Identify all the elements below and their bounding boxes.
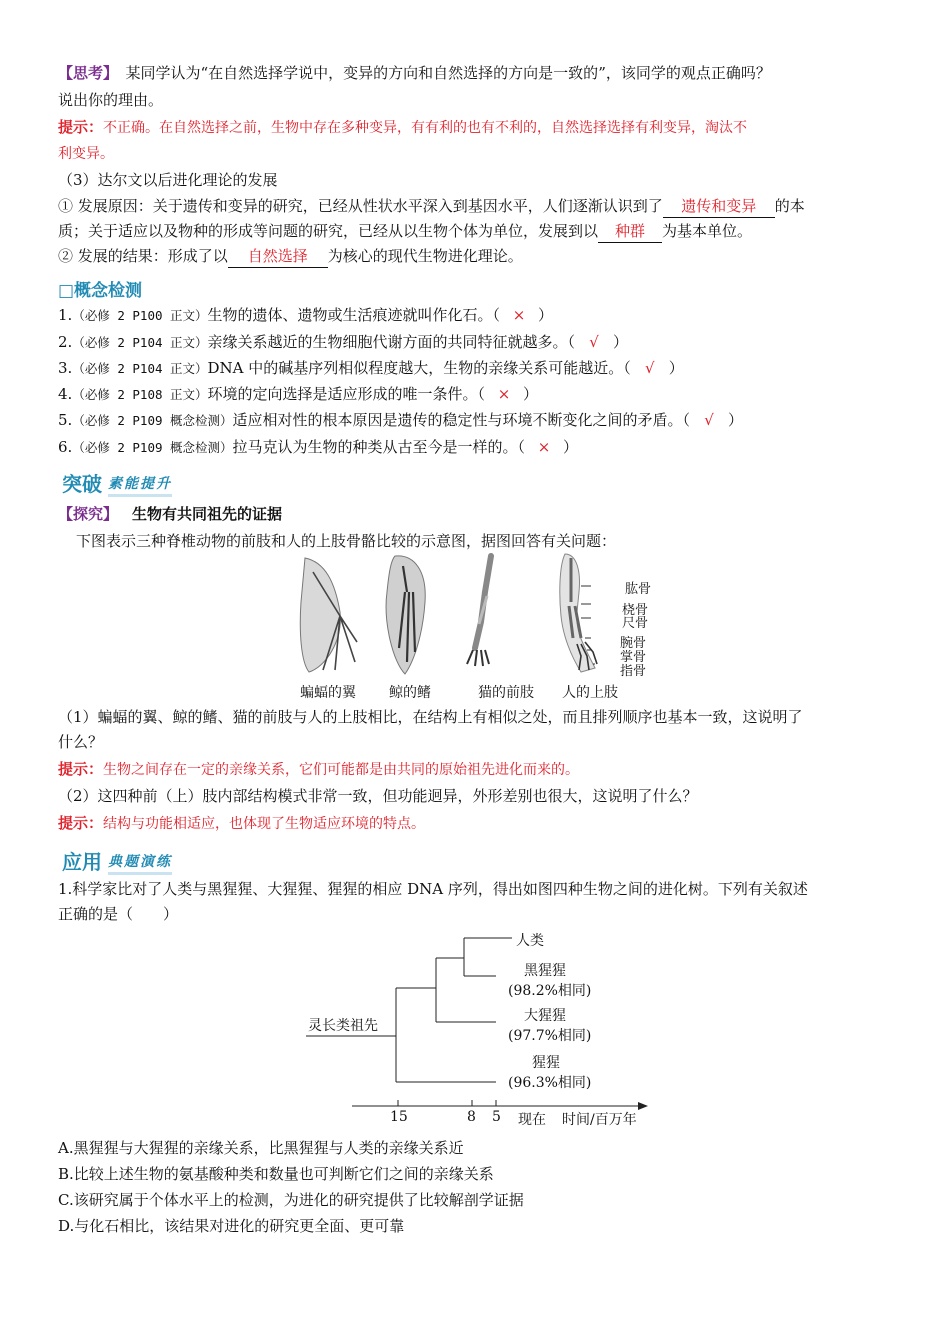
caption-bat: 蝙蝠的翼 [300, 685, 356, 701]
tree-root-label: 灵长类祖先 [308, 1018, 378, 1034]
tree-leaf-orangutan: 猩猩 [532, 1055, 560, 1071]
concept-item-number: 1. [58, 306, 73, 324]
darwin-line2 [58, 220, 752, 243]
explore-tag: 【探究】 [58, 505, 119, 523]
concept-item-end: ） [538, 306, 554, 324]
question-stem-line2: 正确的是（ ） [58, 905, 179, 923]
concept-item-mark: × [537, 438, 551, 456]
darwin-line3 [58, 245, 523, 268]
concept-item-text: 适应相对性的根本原因是遗传的稳定性与环境不断变化之间的矛盾。（ [232, 411, 691, 429]
concept-item-source: （必修 2 P108 正文） [72, 387, 208, 402]
tree-leaf-gorilla: 大猩猩 [524, 1008, 566, 1024]
tick-5: 5 [492, 1109, 501, 1125]
explore-a1-text: 生物之间存在一定的亲缘关系，它们可能都是由共同的原始祖先进化而来的。 [103, 762, 580, 778]
explore-q2: （2）这四种前（上）肢内部结构模式非常一致，但功能迥异，外形差别也很大，这说明了什么？ [58, 787, 698, 805]
cat-forelimb-drawing [467, 556, 491, 666]
concept-item-end: ） [668, 359, 684, 377]
bat-wing-drawing [300, 558, 357, 672]
tick-now: 现在 [518, 1112, 546, 1128]
explore-q1-line2: 什么？ [58, 733, 104, 751]
explore-intro: 下图表示三种脊椎动物的前肢和人的上肢骨骼比较的示意图，据图回答有关问题： [76, 532, 617, 550]
limb-bones-figure [295, 552, 675, 680]
concept-item-text: 拉马克认为生物的种类从古至今是一样的。（ [232, 438, 526, 456]
tree-leaf-chimp: 黑猩猩 [524, 963, 566, 979]
banner-small: 典题演练 [108, 851, 172, 875]
concept-item-mark: √ [645, 359, 655, 377]
darwin-line3-end: 为核心的现代生物进化理论。 [327, 247, 523, 265]
concept-item-source: （必修 2 P100 正文） [72, 308, 208, 323]
apply-banner [62, 846, 172, 875]
concept-item-mark: √ [589, 333, 599, 351]
concept-item [58, 409, 743, 432]
whale-fin-drawing [386, 556, 425, 674]
concept-item-number: 5. [58, 411, 73, 429]
darwin-line3-text: ② 发展的结果：形成了以 [58, 247, 228, 265]
concept-item-source: （必修 2 P109 概念检测） [72, 440, 233, 455]
concept-check-title: □概念检测 [58, 281, 143, 301]
concept-item-text: 环境的定向选择是适应形成的唯一条件。（ [207, 385, 486, 403]
think-question-line2: 说出你的理由。 [58, 91, 164, 109]
concept-item-number: 2. [58, 333, 73, 351]
human-arm-drawing [560, 554, 597, 672]
concept-item-source: （必修 2 P109 概念检测） [72, 413, 233, 428]
concept-item-source: （必修 2 P104 正文） [72, 335, 208, 350]
blank-population: 种群 [598, 220, 662, 243]
think-question-line1 [58, 62, 771, 84]
concept-item-text: 亲缘关系越近的生物细胞代谢方面的共同特征就越多。（ [207, 333, 576, 351]
hint-label: 提示： [58, 814, 104, 832]
label-radius: 桡骨 [622, 603, 649, 618]
explore-a2-text: 结构与功能相适应，也体现了生物适应环境的特点。 [103, 816, 426, 832]
think-question-text: 某同学认为“在自然选择学说中，变异的方向和自然选择的方向是一致的”，该同学的观点正确吗？ [110, 64, 771, 82]
caption-whale: 鲸的鳍 [389, 685, 431, 701]
tick-15: 15 [390, 1109, 408, 1125]
think-answer: 不正确。在自然选择之前，生物中存在多种变异，有有利的也有不利的，自然选择选择有利变异，淘汰不 [103, 120, 748, 136]
concept-item [58, 331, 628, 354]
explore-a2 [58, 812, 425, 835]
banner-small: 素能提升 [108, 473, 172, 497]
label-ulna: 尺骨 [622, 616, 649, 631]
tree-note-orangutan: (96.3%相同) [508, 1075, 592, 1091]
concept-item-end: ） [523, 385, 539, 403]
concept-item-text: 生物的遗体、遗物或生活痕迹就叫作化石。（ [207, 306, 501, 324]
darwin-line1 [58, 195, 805, 218]
label-metacarpals: 掌骨 [620, 650, 647, 665]
darwin-line1-text: ① 发展原因：关于遗传和变异的研究，已经从性状水平深入到基因水平，人们逐渐认识到了 [58, 197, 663, 215]
axis-label: 时间/百万年 [562, 1112, 637, 1128]
darwin-line2-end: 为基本单位。 [662, 222, 753, 240]
banner-big: 突破 [62, 472, 102, 496]
darwin-line1-end: 的本 [774, 197, 805, 215]
concept-item-end: ） [728, 411, 744, 429]
concept-item-mark: × [512, 306, 526, 324]
hint-label: 提示： [58, 118, 104, 136]
concept-item [58, 436, 578, 459]
option-d[interactable]: D.与化石相比，该结果对进化的研究更全面、更可靠 [58, 1217, 405, 1235]
explore-title: 生物有共同祖先的证据 [132, 505, 283, 523]
concept-item-end: ） [563, 438, 579, 456]
concept-item-number: 4. [58, 385, 73, 403]
hint-label: 提示： [58, 760, 104, 778]
tree-note-gorilla: (97.7%相同) [508, 1028, 592, 1044]
think-hint-line1 [58, 116, 747, 139]
option-a[interactable]: A.黑猩猩与大猩猩的亲缘关系，比黑猩猩与人类的亲缘关系近 [58, 1139, 464, 1157]
label-phalanges: 指骨 [620, 664, 647, 679]
caption-cat: 猫的前肢 [478, 685, 534, 701]
label-humerus: 肱骨 [625, 582, 652, 597]
tree-note-chimp: (98.2%相同) [508, 983, 592, 999]
banner-big: 应用 [62, 850, 102, 874]
tree-leaf-human: 人类 [516, 933, 544, 949]
option-c[interactable]: C.该研究属于个体水平上的检测，为进化的研究提供了比较解剖学证据 [58, 1191, 524, 1209]
question-stem-line1: 1.科学家比对了人类与黑猩猩、大猩猩、猩猩的相应 DNA 序列，得出如图四种生物之间的进化树。下列有关叙述 [58, 880, 808, 898]
concept-item [58, 304, 553, 327]
option-b[interactable]: B.比较上述生物的氨基酸种类和数量也可判断它们之间的亲缘关系 [58, 1165, 494, 1183]
explore-a1 [58, 758, 579, 781]
think-hint-line2: 利变异。 [58, 146, 114, 162]
concept-item-number: 3. [58, 359, 73, 377]
concept-item-number: 6. [58, 438, 73, 456]
concept-item-mark: √ [704, 411, 714, 429]
tick-8: 8 [467, 1109, 476, 1125]
concept-item-source: （必修 2 P104 正文） [72, 361, 208, 376]
concept-item-end: ） [613, 333, 629, 351]
label-carpals: 腕骨 [620, 636, 647, 651]
concept-item-text: DNA 中的碱基序列相似程度越大，生物的亲缘关系可能越近。（ [207, 359, 631, 377]
concept-item-mark: × [497, 385, 511, 403]
breakthrough-banner [62, 468, 172, 497]
blank-genetics-variation: 遗传和变异 [663, 195, 775, 218]
caption-human: 人的上肢 [562, 685, 618, 701]
blank-natural-selection: 自然选择 [228, 245, 328, 268]
darwin-line2-text: 质；关于适应以及物种的形成等问题的研究，已经从以生物个体为单位，发展到以 [58, 222, 599, 240]
concept-item [58, 383, 538, 406]
explore-q1-line1: （1）蝙蝠的翼、鲸的鳍、猫的前肢与人的上肢相比，在结构上有相似之处，而且排列顺序也基本一致，这说明了 [58, 708, 803, 726]
explore-heading [58, 503, 282, 525]
think-tag: 【思考】 [58, 64, 111, 82]
concept-item [58, 357, 684, 380]
darwin-heading: （3）达尔文以后进化理论的发展 [58, 171, 278, 189]
